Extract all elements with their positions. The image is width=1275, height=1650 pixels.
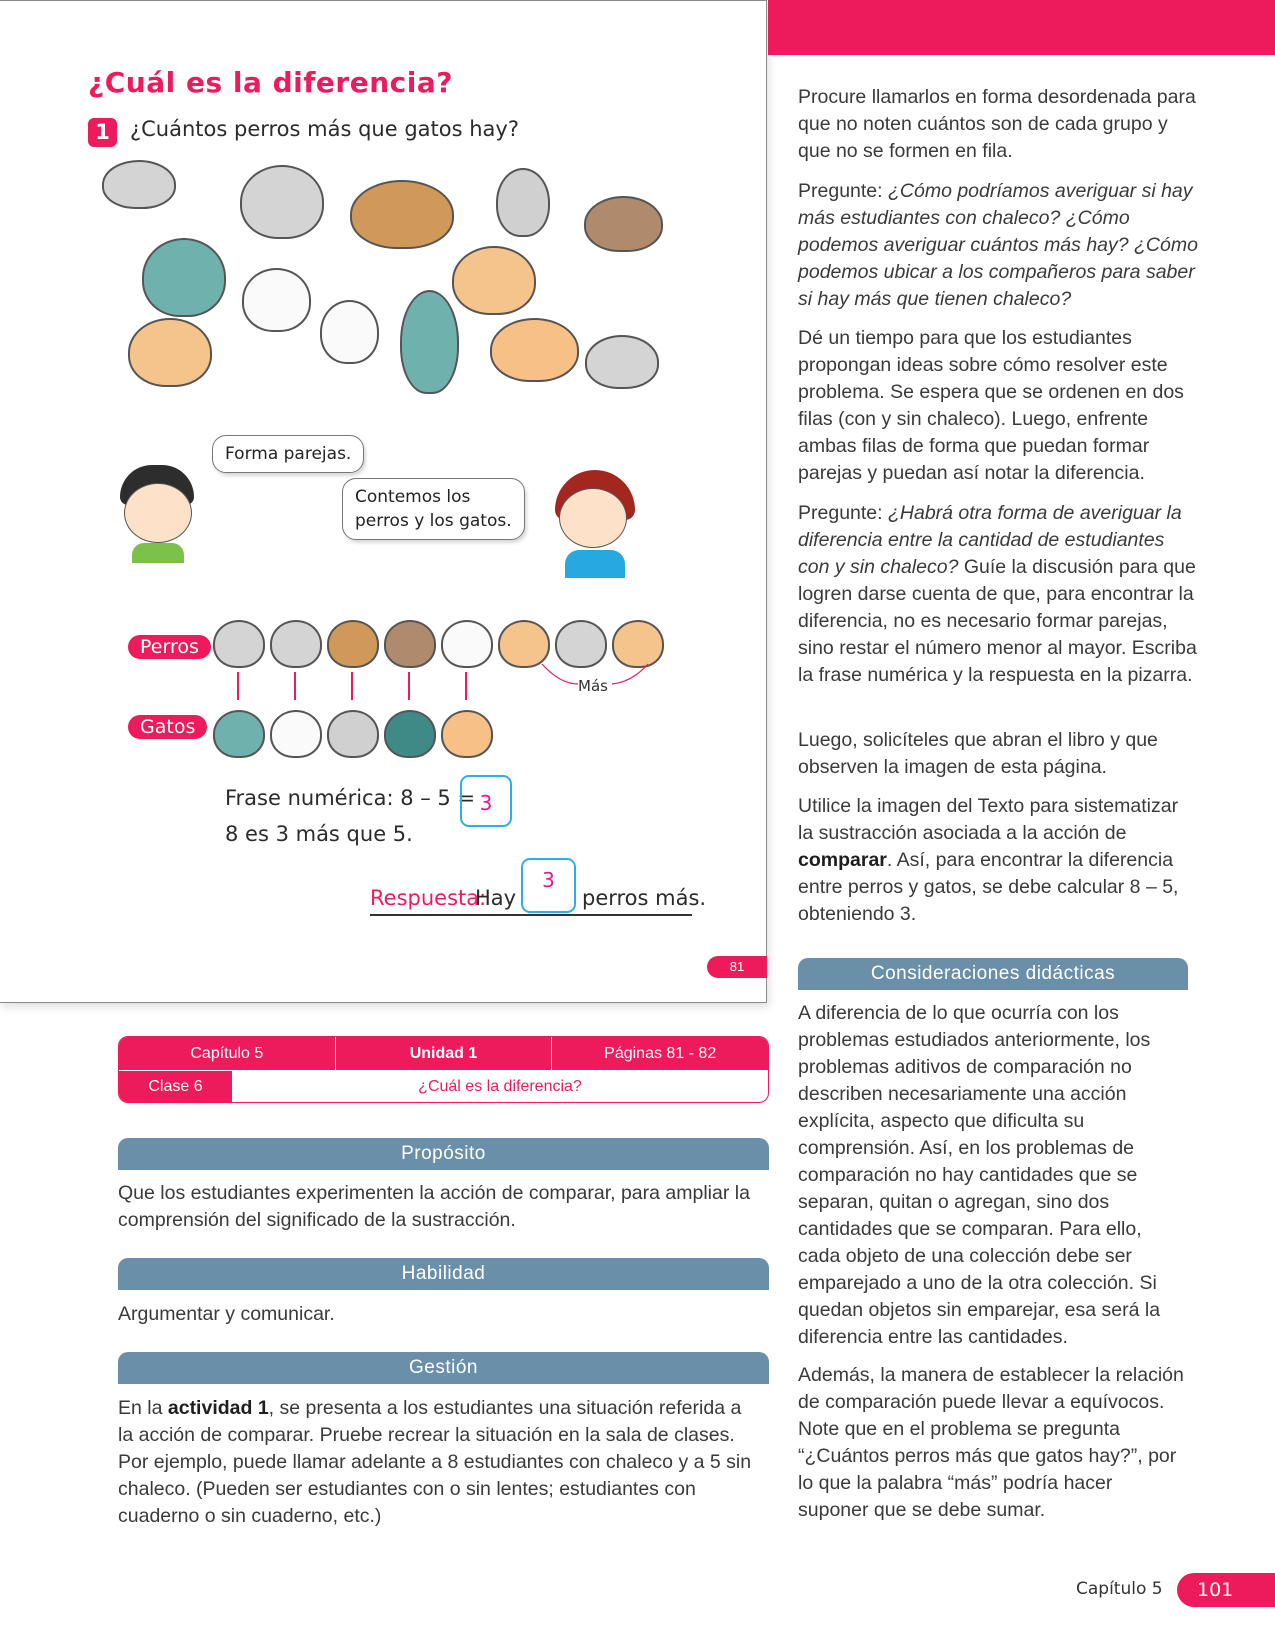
right-paragraph-2-question: ¿Cómo podríamos averiguar si hay más estudiantes con chaleco? ¿Cómo podemos averiguar cuántos más hay? ¿Cómo podemos ubicar a los compañeros para saber si hay más que tienen chaleco? [798, 180, 1198, 310]
dog-illustration [585, 335, 659, 389]
page-title: ¿Cuál es la diferencia? [88, 66, 453, 99]
pair-line [408, 672, 410, 700]
student-page-number: 81 [707, 956, 767, 978]
cat-face-icon [327, 710, 379, 758]
dog-illustration [240, 165, 324, 239]
right-paragraph-5: Luego, solicíteles que abran el libro y que observen la imagen de esta página. [798, 729, 1158, 778]
dog-face-icon [384, 620, 436, 668]
consideraciones-paragraph-2: Además, la manera de establecer la relación de comparación puede llevar a equívocos. Note que en el problema se pregunta “¿Cuántos perros más que gatos hay?”, por lo que la palabra “más” podría hacer suponer que se debe sumar. [798, 1364, 1184, 1521]
cat-face-icon [384, 710, 436, 758]
cat-illustration [320, 300, 379, 364]
top-color-band [768, 0, 1275, 55]
boy-illustration [112, 465, 202, 555]
dog-face-icon [213, 620, 265, 668]
right-paragraph-1: Procure llamarlos en forma desordenada para que no noten cuántos son de cada grupo y que no se formen en fila. [798, 86, 1196, 162]
right-paragraph-6-post: . Así, para encontrar la diferencia entre perros y gatos, se debe calcular 8 – 5, obteniendo 3. [798, 849, 1179, 925]
dog-illustration [452, 246, 536, 315]
speech-bubble-girl [342, 478, 525, 540]
dog-face-icon [441, 620, 493, 668]
dog-face-icon [612, 620, 664, 668]
footer-chapter: Capítulo 5 [1076, 1579, 1163, 1599]
answer-label: Respuesta: [370, 886, 487, 910]
section-header-gestion: Gestión [118, 1352, 769, 1384]
section-header-proposito: Propósito [118, 1138, 769, 1170]
gestion-text-pre: En la [118, 1397, 168, 1419]
right-paragraph-4-pre: Pregunte: [798, 502, 888, 524]
dog-face-icon [270, 620, 322, 668]
right-paragraph-2-pre: Pregunte: [798, 180, 888, 202]
speech-bubble-text: Contemos los [355, 487, 471, 507]
extra-label: Más [578, 677, 608, 695]
lesson-header-table [118, 1036, 769, 1103]
girl-illustration [545, 470, 645, 580]
pair-line [237, 672, 239, 700]
cat-illustration [496, 168, 550, 237]
answer-text-tail: perros más. [582, 886, 707, 910]
dog-illustration [102, 160, 176, 209]
lesson-class-title: ¿Cuál es la diferencia? [418, 1078, 582, 1095]
speech-bubble-text: perros y los gatos. [355, 511, 512, 531]
gestion-text-post: , se presenta a los estudiantes una situación referida a la acción de comparar. Pruebe recrear la situación en la sala de clases. Por ejemplo, puede llamar adelante a 8 estudiantes con chaleco y a 5 sin chaleco. (Pueden ser estudiantes con o sin lentes; estudiantes con cuaderno o sin cuaderno, etc.) [118, 1397, 752, 1527]
dog-face-icon [555, 620, 607, 668]
right-paragraph-4 [798, 500, 1198, 689]
pair-line [465, 672, 467, 700]
right-paragraph-6-pre: Utilice la imagen del Texto para sistematizar la sustracción asociada a la acción de [798, 795, 1179, 844]
lesson-unit: Unidad 1 [336, 1037, 553, 1070]
row-label-cats: Gatos [128, 715, 207, 739]
proposito-text: Que los estudiantes experimenten la acción de comparar, para ampliar la comprensión del significado de la sustracción. [118, 1182, 750, 1231]
row-label-dogs: Perros [128, 635, 211, 659]
right-paragraph-6 [798, 793, 1198, 928]
section-header-habilidad: Habilidad [118, 1258, 769, 1290]
speech-bubble-text: Forma parejas. [225, 444, 352, 464]
section-header-consideraciones: Consideraciones didácticas [798, 958, 1188, 990]
dog-face-icon [327, 620, 379, 668]
dog-illustration [350, 180, 454, 249]
comparison-statement: 8 es 3 más que 5. [225, 822, 413, 846]
habilidad-text: Argumentar y comunicar. [118, 1303, 335, 1325]
dog-illustration [242, 268, 311, 332]
number-sentence: Frase numérica: 8 – 5 = [225, 786, 476, 810]
pair-line [351, 672, 353, 700]
cat-face-icon [441, 710, 493, 758]
lesson-chapter: Capítulo 5 [119, 1037, 336, 1070]
right-paragraph-3: Dé un tiempo para que los estudiantes propongan ideas sobre cómo resolver este problema. Se espera que se ordenen en dos filas (con y sin chaleco). Luego, enfrente ambas filas de forma que puedan formar parejas y puedan así notar la diferencia. [798, 327, 1184, 484]
lesson-class: Clase 6 [119, 1071, 232, 1103]
dog-illustration [584, 196, 663, 252]
pair-line [294, 672, 296, 700]
dog-illustration [128, 318, 212, 387]
right-paragraph-4-question: ¿Habrá otra forma de averiguar la diferencia entre la cantidad de estudiantes con y sin chaleco? [798, 502, 1182, 578]
lesson-pages: Páginas 81 - 82 [604, 1045, 717, 1062]
cat-illustration [490, 318, 579, 382]
answer-text-hay: Hay [475, 886, 517, 910]
right-paragraph-2 [798, 178, 1198, 313]
dog-face-icon [498, 620, 550, 668]
question-text: ¿Cuántos perros más que gatos hay? [130, 117, 519, 141]
cat-illustration [142, 238, 226, 317]
number-sentence-answer-box[interactable]: 3 [460, 775, 512, 827]
right-paragraph-6-bold: comparar [798, 849, 887, 871]
speech-bubble-boy [212, 435, 364, 473]
consideraciones-paragraph-1: A diferencia de lo que ocurría con los problemas estudiados anteriormente, los problemas aditivos de comparación no describen necesariamente una acción explícita, aspecto que dificulta su comprensión. Así, en los problemas de comparación no hay cantidades que se separan, quitan o agregan, sino dos cantidades que se comparan. Para ello, cada objeto de una colección debe ser emparejado a uno de la otra colección. Si quedan objetos sin emparejar, esa será la diferencia entre las cantidades. [798, 1002, 1161, 1348]
gestion-text [118, 1395, 758, 1530]
cat-illustration [400, 290, 459, 394]
gestion-text-bold: actividad 1 [167, 1397, 269, 1419]
footer-page-number: 101 [1177, 1573, 1275, 1607]
question-number-badge: 1 [88, 118, 117, 147]
cat-face-icon [270, 710, 322, 758]
answer-box[interactable]: 3 [521, 858, 576, 913]
right-paragraph-4-post: Guíe la discusión para que logren darse cuenta de que, para encontrar la diferencia, no es necesario formar parejas, sino restar el número menor al mayor. Escriba la frase numérica y la respuesta en la pizarra. [798, 556, 1197, 686]
cat-face-icon [213, 710, 265, 758]
